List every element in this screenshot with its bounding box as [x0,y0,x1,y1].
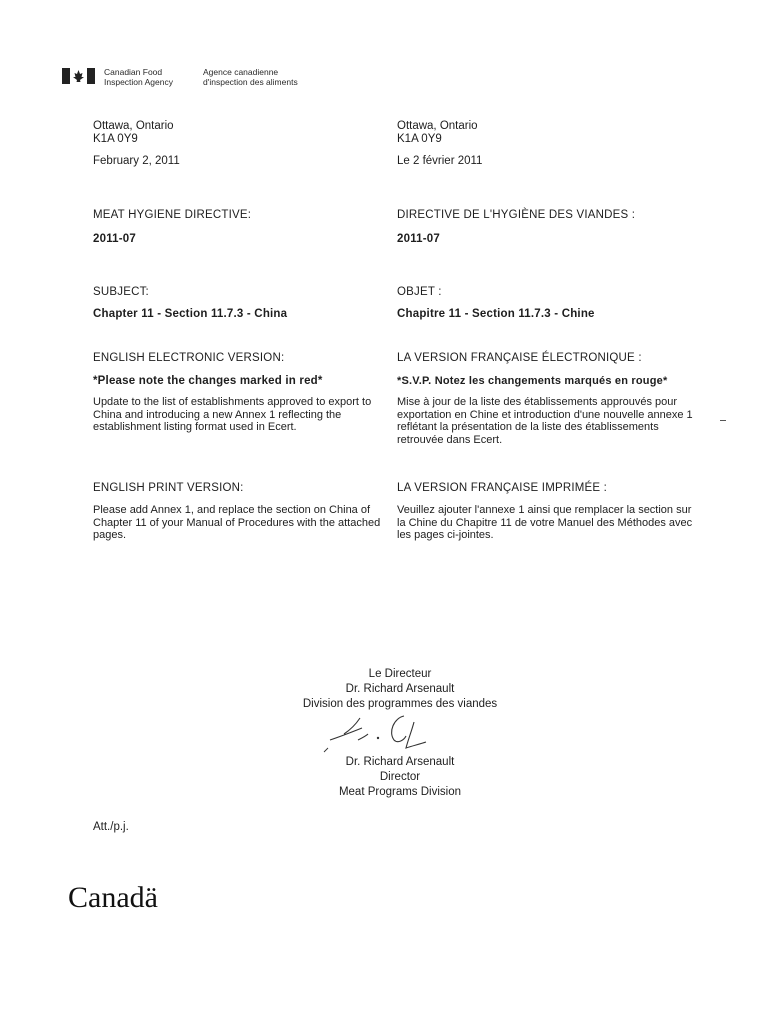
signature-en-title: Director [379,771,421,783]
en-city: Ottawa, Ontario [93,120,174,132]
signature-fr-name: Dr. Richard Arsenault [345,683,455,695]
signature-en-division: Meat Programs Division [338,786,462,798]
fr-print-label: LA VERSION FRANÇAISE IMPRIMÉE : [397,482,608,494]
en-electronic-label: ENGLISH ELECTRONIC VERSION: [93,352,285,364]
agency-name-en [104,67,173,87]
fr-subject-label: OBJET : [397,286,442,298]
en-postal-code: K1A 0Y9 [93,133,138,145]
margin-mark [720,420,726,421]
agency-fr-line1: Agence canadienne [203,67,279,77]
fr-directive-label: DIRECTIVE DE L'HYGIÈNE DES VIANDES : [397,209,636,221]
agency-fr-line2: d'inspection des aliments [203,77,298,87]
signature-en-name: Dr. Richard Arsenault [345,756,455,768]
en-electronic-note: *Please note the changes marked in red* [93,375,323,387]
signature-fr-title: Le Directeur [368,668,432,680]
signature-fr-division: Division des programmes des viandes [302,698,498,710]
fr-electronic-note: *S.V.P. Notez les changements marqués en rouge* [397,375,668,387]
en-subject-label: SUBJECT: [93,286,149,298]
fr-date: Le 2 février 2011 [397,155,483,167]
fr-postal-code: K1A 0Y9 [397,133,442,145]
fr-electronic-label: LA VERSION FRANÇAISE ÉLECTRONIQUE : [397,352,642,364]
agency-name-fr [203,67,298,87]
en-print-label: ENGLISH PRINT VERSION: [93,482,244,494]
fr-electronic-body: Mise à jour de la liste des établissements approuvés pour exportation en Chine et introduction d'une nouvelle annexe 1 reflétant la présentation de la liste des établissements retrouvée dans Ecert. [397,396,693,446]
en-directive-number: 2011-07 [93,233,136,245]
agency-en-line2: Inspection Agency [104,77,173,87]
agency-en-line1: Canadian Food [104,67,163,77]
canada-wordmark: Canadä [68,881,158,914]
attachment-note: Att./p.j. [93,821,129,833]
fr-city: Ottawa, Ontario [397,120,478,132]
fr-directive-number: 2011-07 [397,233,440,245]
en-print-body: Please add Annex 1, and replace the section on China of Chapter 11 of your Manual of Procedures with the attached pages. [93,504,381,541]
fr-print-body: Veuillez ajouter l'annexe 1 ainsi que remplacer la section sur la Chine du Chapitre 11 de votre Manuel des Méthodes avec les pages ci-jointes. [397,504,693,541]
fr-subject: Chapitre 11 - Section 11.7.3 - Chine [397,308,595,320]
handwritten-signature [322,706,432,758]
en-date: February 2, 2011 [93,155,180,167]
canada-flag-icon [62,68,95,84]
en-subject: Chapter 11 - Section 11.7.3 - China [93,308,288,320]
en-directive-label: MEAT HYGIENE DIRECTIVE: [93,209,252,221]
en-electronic-body: Update to the list of establishments approved to export to China and introducing a new Annex 1 reflecting the establishment listing format used in Ecert. [93,396,372,433]
